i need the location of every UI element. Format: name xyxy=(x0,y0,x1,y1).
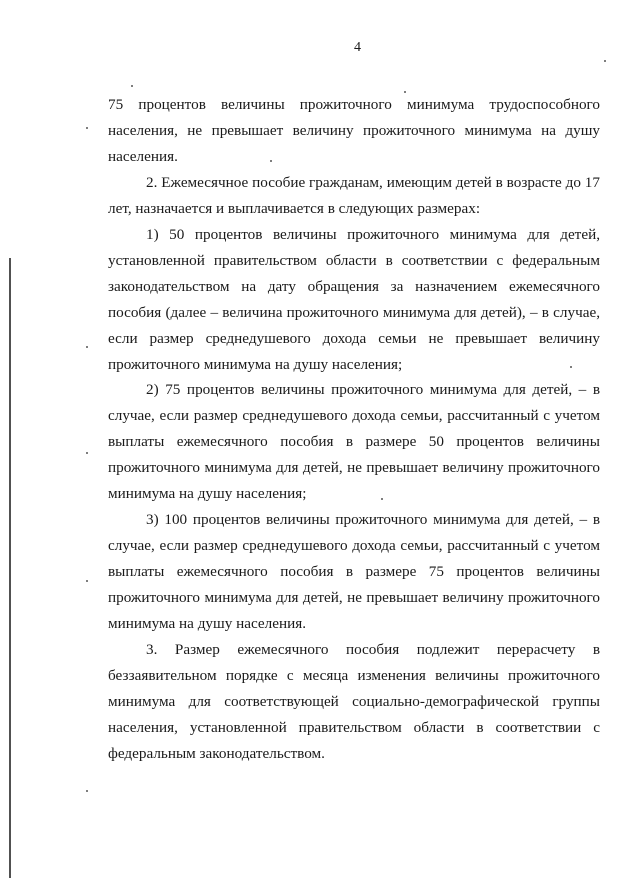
paragraph-subitem-1: 1) 50 процентов величины прожиточного минимума для детей, установленной правительством области в соответствии с федеральным законодательством на дату обращения за назначением ежемесячного пособия (далее – величина прожиточного минимума для детей), – в случае, если размер среднедушевого дохода семьи не превышает величину прожиточного минимума на душу населения; xyxy=(108,225,600,373)
document-body xyxy=(108,92,600,767)
paragraph-item-2: 2. Ежемесячное пособие гражданам, имеющим детей в возрасте до 17 лет, назначается и выплачивается в следующих размерах: xyxy=(108,173,600,217)
scan-speck xyxy=(604,60,606,62)
paragraph-item-3: 3. Размер ежемесячного пособия подлежит перерасчету в беззаявительном порядке с месяца изменения величины прожиточного минимума для соответствующей социально-демографической группы населения, установленной правительством области в соответствии с федеральным законодательством. xyxy=(108,641,600,762)
scan-speck xyxy=(86,790,88,792)
scan-speck xyxy=(86,346,88,348)
scan-margin-line xyxy=(9,258,11,878)
paragraph-subitem-3: 3) 100 процентов величины прожиточного минимума для детей, – в случае, если размер среднедушевого дохода семьи, рассчитанный с учетом выплаты ежемесячного пособия в размере 75 процентов величины прожиточного минимума для детей, не превышает величину прожиточного минимума на душу населения. xyxy=(108,511,600,633)
paragraph-continuation: 75 процентов величины прожиточного минимума трудоспособного населения, не превышает величину прожиточного минимума на душу населения. xyxy=(108,96,600,165)
paragraph-subitem-2: 2) 75 процентов величины прожиточного минимума для детей, – в случае, если размер среднедушевого дохода семьи, рассчитанный с учетом выплаты ежемесячного пособия в размере 50 процентов величины прожиточного минимума для детей, не превышает величину прожиточного минимума на душу населения; xyxy=(108,381,600,503)
scan-speck xyxy=(86,452,88,454)
page-number: 4 xyxy=(354,40,361,55)
scan-speck xyxy=(131,85,133,87)
scan-speck xyxy=(86,580,88,582)
scan-speck xyxy=(86,127,88,129)
